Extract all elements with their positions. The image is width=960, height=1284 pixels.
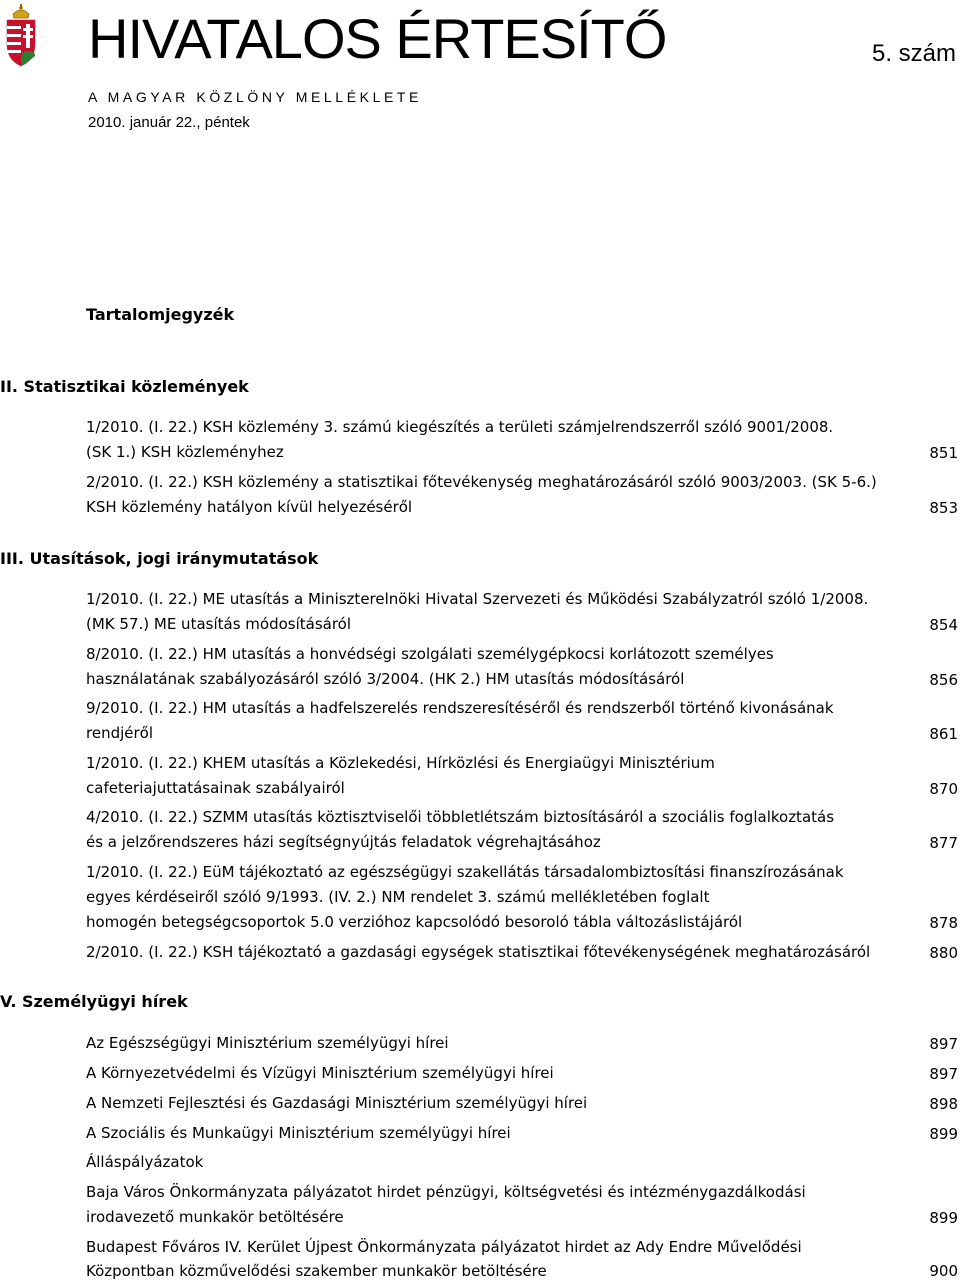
section-heading: II. Statisztikai közlemények [0, 377, 249, 396]
toc-entry-line: Központban közművelődési szakember munkakör betöltésére [86, 1262, 547, 1280]
toc-entry-line: irodavezető munkakör betöltésére [86, 1208, 344, 1226]
toc-page-number: 861 [929, 725, 958, 743]
toc-entry-line: egyes kérdéseiről szóló 9/1993. (IV. 2.) NM rendelet 3. számú mellékletében foglalt [86, 888, 710, 906]
toc-entry-line: használatának szabályozásáról szóló 3/2004. (HK 2.) HM utasítás módosításáról [86, 670, 685, 688]
toc-entry-line: A Környezetvédelmi és Vízügyi Minisztérium személyügyi hírei [86, 1064, 554, 1082]
publication-date: 2010. január 22., péntek [88, 114, 250, 131]
section-heading: V. Személyügyi hírek [0, 992, 188, 1011]
issue-number: 5. szám [871, 40, 956, 67]
toc-page-number: 897 [929, 1065, 958, 1083]
toc-entry-line: 8/2010. (I. 22.) HM utasítás a honvédségi szolgálati személygépkocsi korlátozott személyes [86, 645, 774, 663]
toc-entry-line: Az Egészségügyi Minisztérium személyügyi hírei [86, 1034, 449, 1052]
toc-title: Tartalomjegyzék [86, 305, 235, 324]
toc-entry-line: 2/2010. (I. 22.) KSH közlemény a statisztikai főtevékenység meghatározásáról szóló 9003/2003. (SK 5-6.) [86, 473, 877, 491]
toc-entry-line: 1/2010. (I. 22.) KSH közlemény 3. számú kiegészítés a területi számjelrendszerről szóló 9001/2008. [86, 418, 834, 436]
publication-title: HIVATALOS ÉRTESÍTŐ [88, 7, 667, 70]
toc-entry-line: és a jelzőrendszeres házi segítségnyújtás feladatok végrehajtásához [86, 833, 601, 851]
toc-entry-line: 4/2010. (I. 22.) SZMM utasítás köztisztviselői többletlétszám biztosításáról a szociális foglalkoztatás [86, 808, 835, 826]
toc-page-number: 898 [929, 1095, 958, 1113]
toc-entry-line: cafeteriajuttatásainak szabályairól [86, 779, 345, 797]
toc-page-number: 878 [929, 914, 958, 932]
toc-entry-line: KSH közlemény hatályon kívül helyezéséről [86, 498, 413, 516]
toc-entry-line: 9/2010. (I. 22.) HM utasítás a hadfelszerelés rendszeresítéséről és rendszerből történő kivonásának [86, 699, 834, 717]
toc-page-number: 900 [929, 1262, 958, 1280]
toc-page-number: 856 [929, 671, 958, 689]
toc-entry-line: 2/2010. (I. 22.) KSH tájékoztató a gazdasági egységek statisztikai főtevékenységének meghatározásáról [86, 943, 871, 961]
toc-entry-line: 1/2010. (I. 22.) ME utasítás a Miniszterelnöki Hivatal Szervezeti és Működési Szabályzatról szóló 1/2008. [86, 590, 869, 608]
toc-page-number: 897 [929, 1035, 958, 1053]
publication-subtitle: A MAGYAR KÖZLÖNY MELLÉKLETE [88, 89, 422, 105]
toc-subheading: Álláspályázatok [86, 1153, 204, 1171]
toc-page-number: 853 [929, 499, 958, 517]
toc-entry-line: homogén betegségcsoportok 5.0 verzióhoz kapcsolódó besoroló tábla változáslistájáról [86, 913, 743, 931]
toc-page-number: 880 [929, 944, 958, 962]
toc-entry-line: 1/2010. (I. 22.) EüM tájékoztató az egészségügyi szakellátás társadalombiztosítási finanszírozásának [86, 863, 844, 881]
toc-page-number: 899 [929, 1125, 958, 1143]
toc-page-number: 877 [929, 834, 958, 852]
toc-entry-line: 1/2010. (I. 22.) KHEM utasítás a Közlekedési, Hírközlési és Energiaügyi Minisztérium [86, 754, 715, 772]
toc-entry-line: Baja Város Önkormányzata pályázatot hirdet pénzügyi, költségvetési és intézménygazdálkodási [86, 1183, 806, 1201]
section-heading: III. Utasítások, jogi iránymutatások [0, 549, 319, 568]
toc-entry-line: (MK 57.) ME utasítás módosításáról [86, 615, 352, 633]
toc-page-number: 851 [929, 444, 958, 462]
toc-entry-line: Budapest Főváros IV. Kerület Újpest Önkormányzata pályázatot hirdet az Ady Endre Művelődési [86, 1238, 802, 1256]
toc-entry-line: rendjéről [86, 724, 154, 742]
coat-of-arms-icon [4, 4, 38, 68]
toc-page-number: 870 [929, 780, 958, 798]
toc-page-number: 854 [929, 616, 958, 634]
toc-entry-line: (SK 1.) KSH közleményhez [86, 443, 284, 461]
toc-entry-line: A Szociális és Munkaügyi Minisztérium személyügyi hírei [86, 1124, 511, 1142]
toc-page-number: 899 [929, 1209, 958, 1227]
toc-entry-line: A Nemzeti Fejlesztési és Gazdasági Minisztérium személyügyi hírei [86, 1094, 588, 1112]
